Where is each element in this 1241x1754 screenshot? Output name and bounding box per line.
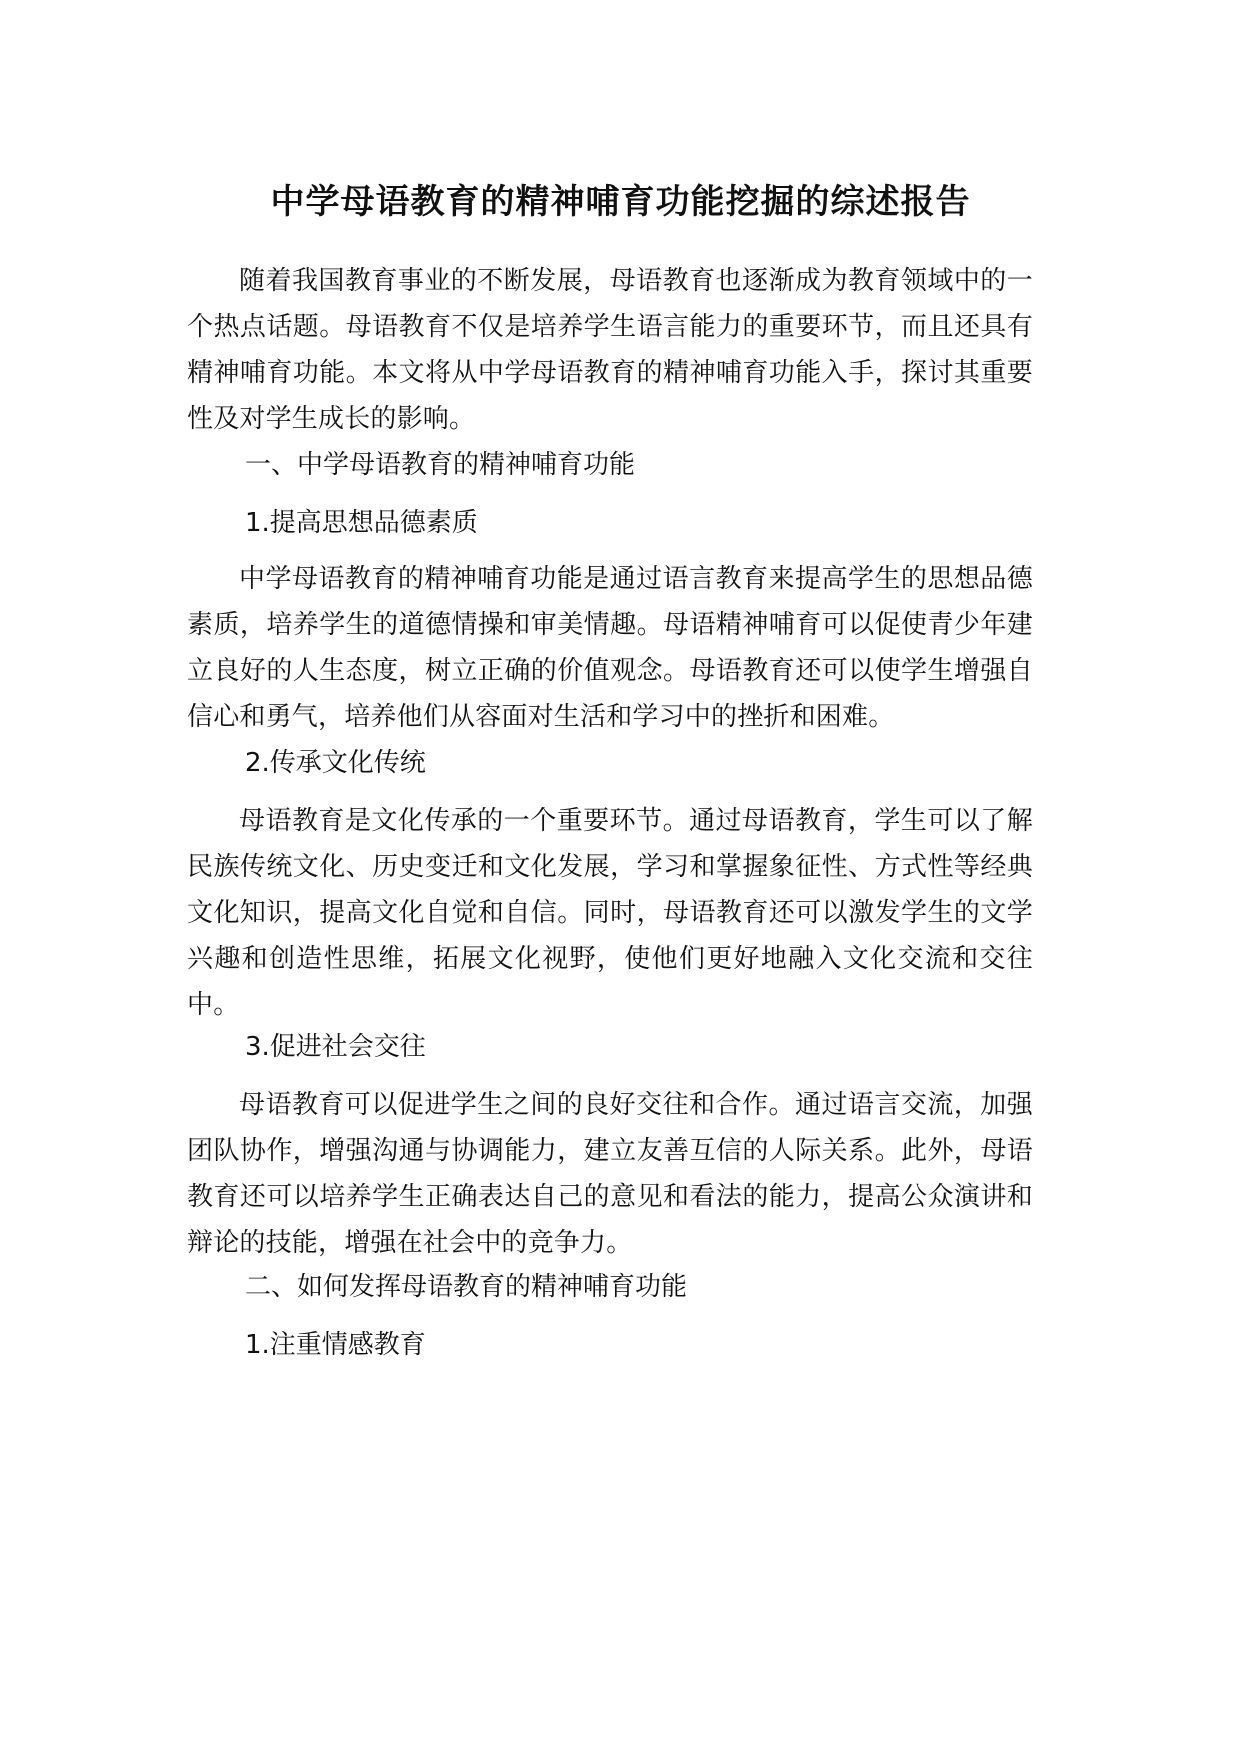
subsection-heading-1-3: 3.促进社会交往 <box>245 1032 426 1062</box>
subsection-heading-2-1: 1.注重情感教育 <box>245 1330 426 1360</box>
subsection-heading-1-2: 2.传承文化传统 <box>245 748 426 778</box>
section-heading-1: 一、中学母语教育的精神哺育功能 <box>245 450 636 480</box>
paragraph-1-2: 母语教育是文化传承的一个重要环节。通过母语教育，学生可以了解民族传统文化、历史变迁和文化发展，学习和掌握象征性、方式性等经典文化知识，提高文化自觉和自信。同时，母语教育还可以激发学生的文学兴趣和创造性思维，拓展文化视野，使他们更好地融入文化交流和交往中。 <box>187 806 1033 1020</box>
section-heading-2: 二、如何发挥母语教育的精神哺育功能 <box>245 1272 688 1302</box>
document-title: 中学母语教育的精神哺育功能挖掘的综述报告 <box>270 182 971 222</box>
paragraph-1-1: 中学母语教育的精神哺育功能是通过语言教育来提高学生的思想品德素质，培养学生的道德情操和审美情趣。母语精神哺育可以促使青少年建立良好的人生态度，树立正确的价值观念。母语教育还可以使学生增强自信心和勇气，培养他们从容面对生活和学习中的挫折和困难。 <box>187 564 1033 732</box>
intro-paragraph: 随着我国教育事业的不断发展，母语教育也逐渐成为教育领域中的一个热点话题。母语教育不仅是培养学生语言能力的重要环节，而且还具有精神哺育功能。本文将从中学母语教育的精神哺育功能入手，探讨其重要性及对学生成长的影响。 <box>187 266 1033 434</box>
subsection-heading-1-1: 1.提高思想品德素质 <box>245 508 478 538</box>
paragraph-1-3: 母语教育可以促进学生之间的良好交往和合作。通过语言交流，加强团队协作，增强沟通与协调能力，建立友善互信的人际关系。此外，母语教育还可以培养学生正确表达自己的意见和看法的能力，提高公众演讲和辩论的技能，增强在社会中的竞争力。 <box>187 1090 1033 1258</box>
